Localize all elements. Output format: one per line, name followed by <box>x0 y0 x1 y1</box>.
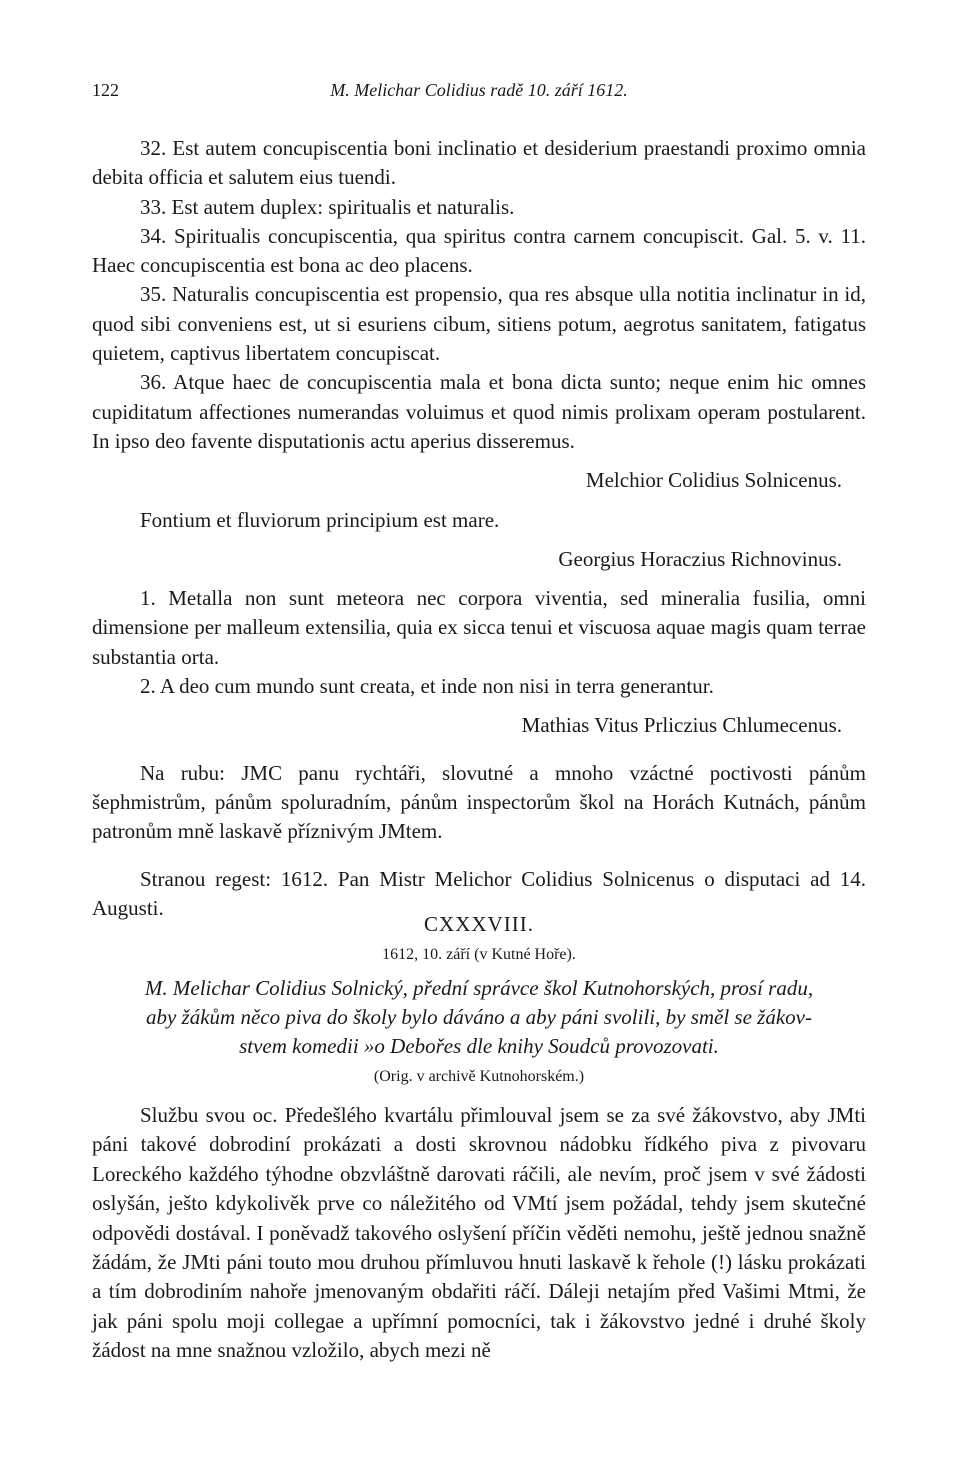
metal-thesis-2: 2. A deo cum mundo sunt creata, et inde non nisi in terra generantur. <box>140 674 714 699</box>
section-heading <box>92 974 866 1061</box>
running-title: M. Melichar Colidius radě 10. září 1612. <box>330 80 628 100</box>
source-note: (Orig. v archivě Kutnohorském.) <box>373 1068 585 1085</box>
heading-line: M. Melichar Colidius Solnický, přední správce škol Kutnohorských, prosí radu, <box>144 976 814 1000</box>
section-date: 1612, 10. září (v Kutné Hoře). <box>382 946 576 963</box>
letter-paragraph: Službu svou oc. Předešlého kvartálu přimlouval jsem se za své žákovstvo, aby JMti páni takové dobrodiní prokázati a dosti skrovnou nádobku řídkého piva z pivovaru Loreckého každého týhodne obzvláštně darovati ráčili, ale nevím, proč jsem v své žádosti oslyšán, ješto kdykolivěk prve co náležitého od VMtí jsem požádal, tehdy jsem skutečné odpovědi dostával. I poněvadž takového oslyšení příčin věděti nemohu, ještě jednou snažně žádám, že JMti páni touto mou druhou přímluvou hnuti laskavě k řehole (!) lásku prokázati a tím dobrodiním nahoře jmenovaným obdařiti ráčí. Dáleji netajím před Vašimi Mtmi, že jak páni spolu moji collegae a upřímní pomocníci, tak i žákovstvo jedné i druhé školy žádost na mne snažnou vzložilo, abych mezi ně <box>92 1103 866 1363</box>
signature-mathias: Mathias Vitus Prliczius Chlumecenus. <box>521 713 842 738</box>
theses-block <box>92 134 866 923</box>
page-number: 122 <box>92 80 119 100</box>
signature-melchior: Melchior Colidius Solnicenus. <box>585 468 842 493</box>
thesis-34: 34. Spiritualis concupiscentia, qua spiritus contra carnem concupiscit. Gal. 5. v. 11. Haec concupiscentia est bona ac deo placens. <box>92 223 866 278</box>
thesis-35: 35. Naturalis concupiscentia est propensio, qua res absque ulla notitia inclinatur in id, quod sibi conveniens est, ut si esuriens cibum, sitiens potum, aegrotus sanitatem, fatigatus quietem, captivus libertatem concupiscat. <box>92 282 866 366</box>
address-note: Na rubu: JMC panu rychtáři, slovutné a mnoho vzáctné poctivosti pánům šephmistrům, pánům spoluradním, pánům inspectorům škol na Horách Kutnách, pánům patronům mně laskavě příznivým JMtem. <box>92 760 866 844</box>
section-number: CXXXVIII. <box>424 912 534 936</box>
heading-line: aby žákům něco piva do školy bylo dáváno a aby páni svolili, by směl se žákov- <box>145 1005 812 1029</box>
thesis-36: 36. Atque haec de concupiscentia mala et bona dicta sunto; neque enim hic omnes cupiditatum affectiones numerandas voluimus et quod nimis prolixam operam postularent. In ipso deo favente disputationis actu aperius disseremus. <box>92 370 866 453</box>
regest-note: Stranou regest: 1612. Pan Mistr Melichor Colidius Solnicenus o disputaci ad 14. Augusti. <box>92 866 866 920</box>
motto: Fontium et fluviorum principium est mare. <box>140 507 500 532</box>
metal-thesis-1: 1. Metalla non sunt meteora nec corpora viventia, sed mineralia fusilia, omni dimensione per malleum extensilia, quia ex sicca tenui et viscuosa aquae magis quam terrae substantia orta. <box>92 586 866 669</box>
thesis-32: 32. Est autem concupiscentia boni inclinatio et desiderium praestandi proximo omnia debita officia et salutem eius tuendi. <box>92 136 866 190</box>
letter-body <box>92 1101 866 1366</box>
signature-georgius: Georgius Horaczius Richnovinus. <box>558 546 842 571</box>
thesis-33: 33. Est autem duplex: spiritualis et naturalis. <box>140 194 515 219</box>
document-page <box>92 0 866 1480</box>
document-section <box>92 908 866 1091</box>
heading-line: stvem komedii »o Debořes dle knihy Soudců provozovati. <box>239 1034 719 1058</box>
page-header <box>92 80 866 104</box>
